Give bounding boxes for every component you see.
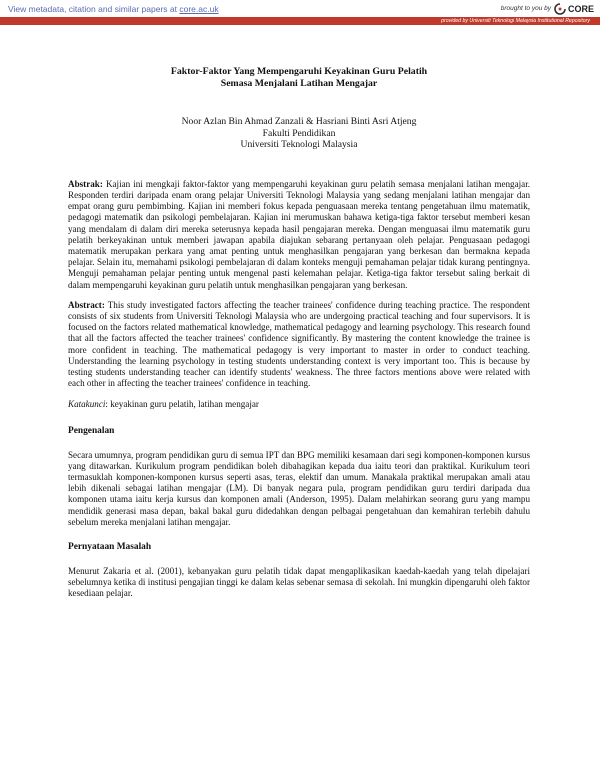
abstrak-malay [68,179,530,291]
brought-by-text: brought to you by [500,5,551,12]
core-logo-icon [554,3,566,15]
provider-bar [0,17,600,25]
brought-by [501,3,594,15]
section-text-pengenalan: Secara umumnya, program pendidikan guru di semua IPT dan BPG memiliki kesamaan dari segi komponen-komponen kursus yang ditawarkan. Kurikulum program pendidikan boleh dibahagikan kepada dua iaitu teori dan praktikal. Kurikulum teori termasuklah komponen-komponen kursus seperti asas, teras, elektif dan umum. Manakala praktikal merupakan amali atau lebih dikenali sebagai latihan mengajar (LM). Di banyak negara pula, program pendidikan guru terdiri daripada dua komponen utama iaitu kerja kursus dan komponen amali (Anderson, 1995). Dalam melahirkan seorang guru yang mampu mendidik generasi masa depan, bakal bakal guru didedahkan dengan pelbagai pengetahuan dan kemahiran terlebih dahulu sebelum mereka menjalani latihan mengajar. [68,449,530,527]
abstrak-label: Abstrak: [68,178,103,189]
section-heading-pengenalan: Pengenalan [68,425,115,436]
core-metadata-link-text [8,4,219,14]
keywords-label: Katakunci [68,399,106,410]
abstract-text: This study investigated factors affecting the teacher trainees' confidence during teaching practice. The respondent consists of six students from Universiti Teknologi Malaysia who are undergoing practical teaching and four supervisors. It is focused on the factors related mathematical knowledge, mathematical pedagogy and learning psychology. This research found that all the factors affected the teacher trainees' confidence significantly. By mastering the content knowledge the trainee is more confident in teaching. The mathematical pedagogy is very important to master in order to conduct teaching. Understanding the learning psychology in testing students understanding context is very important too. This is because by testing students understanding teacher can identify students' weakness. The three factors mentions above were related with each other in affecting the teacher trainees' confidence in teaching. [68,299,531,389]
paper-title [68,66,530,90]
core-link[interactable]: core.ac.uk [179,3,219,14]
keywords [68,399,530,410]
faculty: Fakulti Pendidikan [262,127,336,139]
title-line-2: Semasa Menjalani Latihan Mengajar [220,78,378,89]
abstract-english [68,300,530,390]
abstrak-text: Kajian ini mengkaji faktor-faktor yang mempengaruhi keyakinan guru pelatih semasa menjalani latihan mengajar. Responden terdiri daripada enam orang pelajar Universiti Teknologi Malaysia yang sedang menjalani latihan mengajar dan empat orang guru pembimbing. Kajian ini memberi fokus kepada penguasaan mereka tentang pengetahuan ilmu matematik, pedagogi matematik dan psikologi pembelajaran. Kajian ini merumuskan bahawa ketiga-tiga faktor tersebut memberi kesan yang mendalam di dalam diri mereka seterusnya kepada hasil pengajaran mereka. Dengan menguasai ilmu matematik guru pelatih berkeyakinan untuk memberi jawapan apabila diajukan sebarang pertanyaan oleh pelajar. Penguasaan pedagogi matematik merupakan perkara yang amat penting untuk menghasilkan pengajaran yang berkesan dan bermakna kepada pelajar. Selain itu, memahami psikologi pembelajaran di dalam konteks menguji pemahaman pelajar tidak kurang pentingnya. Menguji pemahaman pelajar penting untuk mengenal pasti kelemahan pelajar. Ketiga-tiga faktor tersebut saling berkait di dalam mempengaruhi keyakinan guru pelatih untuk menghasilkan pengajaran yang berkesan. [68,178,531,290]
title-line-1: Faktor-Faktor Yang Mempengaruhi Keyakinan Guru Pelatih [170,66,428,77]
keywords-text: : keyakinan guru pelatih, latihan mengajar [105,399,259,410]
core-link-prefix: View metadata, citation and similar papers at [8,3,180,14]
core-logo-text: CORE [567,3,594,14]
section-text-pernyataan-masalah: Menurut Zakaria et al. (2001), kebanyakan guru pelatih tidak dapat mengaplikasikan kaedah-kaedah yang telah dipelajari sebelumnya ketika di institusi pengajian tinggi ke dalam kelas sebenar semasa di sekolah. Ini mungkin dipengaruhi oleh faktor kesediaan pelajar. [68,566,530,599]
provider-text: provided by Universiti Teknologi Malaysia Institutional Repository [441,18,590,24]
abstract-label: Abstract: [68,299,105,310]
section-heading-pernyataan-masalah: Pernyataan Masalah [68,542,152,553]
author-block [68,116,530,151]
author-names: Noor Azlan Bin Ahmad Zanzali & Hasriani Binti Asri Atjeng [181,116,417,127]
paper-content [68,66,530,600]
core-logo[interactable] [554,3,594,15]
core-banner [0,0,600,17]
university: Universiti Teknologi Malaysia [240,139,358,151]
